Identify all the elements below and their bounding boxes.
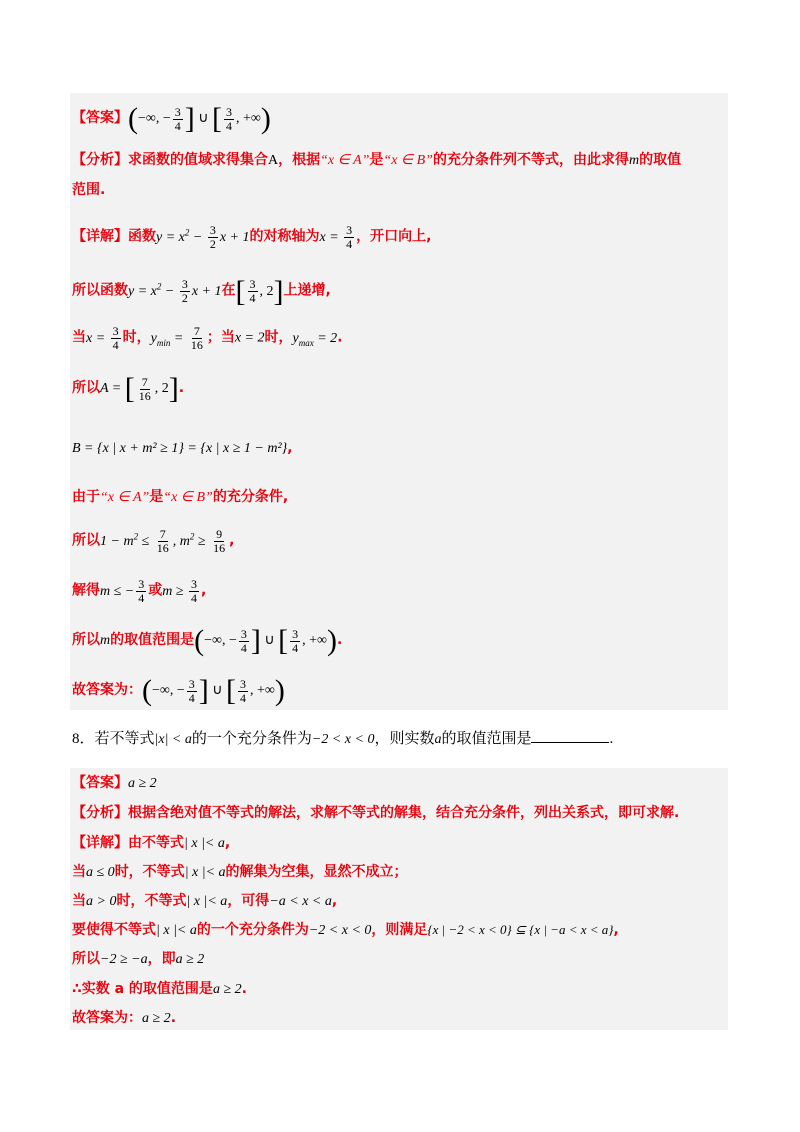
detail-line-7h: 解得m ≤ − $\frac{3}{4}$ 或m ≥ $\frac{3}{4}$ , [72, 577, 207, 605]
detail-line-7e: B = {x | x + m² ≥ 1} = {x | x ≥ 1 − m²}, [72, 440, 293, 456]
detail-line-7d: 所以A = [ $\frac{7}{16}$ , 2]. [72, 372, 185, 405]
detail-line-7b: 所以函数$y = x^2$ − $\frac{3}{2}$ x + 1在[ $\frac{3}{4}$ , 2]上递增, [72, 274, 331, 308]
question-8: 8．若不等式|x| < a的一个充分条件为−2 < x < 0，则实数a的取值范围是 . [72, 728, 613, 750]
detail-line-8e: 所以−2 ≥ −a，即a ≥ 2 [72, 951, 205, 967]
detail-line-8g: 故答案为：a ≥ 2. [72, 1010, 177, 1026]
detail-line-8c: 当a > 0时，不等式| x |< a，可得−a < x < a, [72, 893, 338, 909]
analysis-line-7: 【分析】求函数的值域求得集合A，根据“x ∈ A”是“x ∈ B”的充分条件列不等式，由此求得m的取值 [72, 152, 682, 168]
detail-line-7g: 所以$1 - m^2$ ≤ $\frac{7}{16}$ , $m^2$ ≥ $\frac{9}{16}$ , [72, 526, 235, 555]
detail-line-7f: 由于“x ∈ A”是“x ∈ B”的充分条件, [72, 489, 289, 505]
detail-line-8d: 要使得不等式| x |< a的一个充分条件为−2 < x < 0，则满足{x | −2 < x < 0} ⊆ {x | −a < x < a}, [72, 922, 619, 938]
detail-line-7c: 当x = $\frac{3}{4}$ 时，$y_{min}$ = $\frac{7}{16}$ ；当x = 2时，$y_{max} = 2$. [72, 324, 343, 352]
answer-blank [531, 728, 609, 743]
analysis-line-8: 【分析】根据含绝对值不等式的解法，求解不等式的解集，结合充分条件，列出关系式，即可求解. [72, 805, 680, 821]
detail-line-7j: 故答案为：(−∞, − $\frac{3}{4}$ ] ∪ [ $\frac{3}{4}$ , +∞) [72, 674, 285, 707]
detail-line-8a: 【详解】由不等式| x |< a, [72, 835, 231, 851]
answer-line-7: 【答案】(−∞, − $\frac{3}{4}$ ] ∪ [ $\frac{3}{4}$ , +∞) [72, 102, 271, 135]
detail-line-7a: 【详解】函数$y = x^2$ − $\frac{3}{2}$ x + 1的对称轴为x = $\frac{3}{4}$ ，开口向上, [72, 222, 432, 251]
detail-line-8f: ∴实数 a 的取值范围是a ≥ 2. [72, 981, 247, 997]
detail-line-8b: 当a ≤ 0时，不等式| x |< a的解集为空集，显然不成立； [72, 864, 408, 880]
detail-line-7i: 所以m的取值范围是(−∞, − $\frac{3}{4}$ ] ∪ [ $\frac{3}{4}$ , +∞). [72, 624, 343, 657]
analysis-line-7b: 范围. [72, 182, 106, 198]
answer-line-8: 【答案】a ≥ 2 [72, 775, 157, 791]
